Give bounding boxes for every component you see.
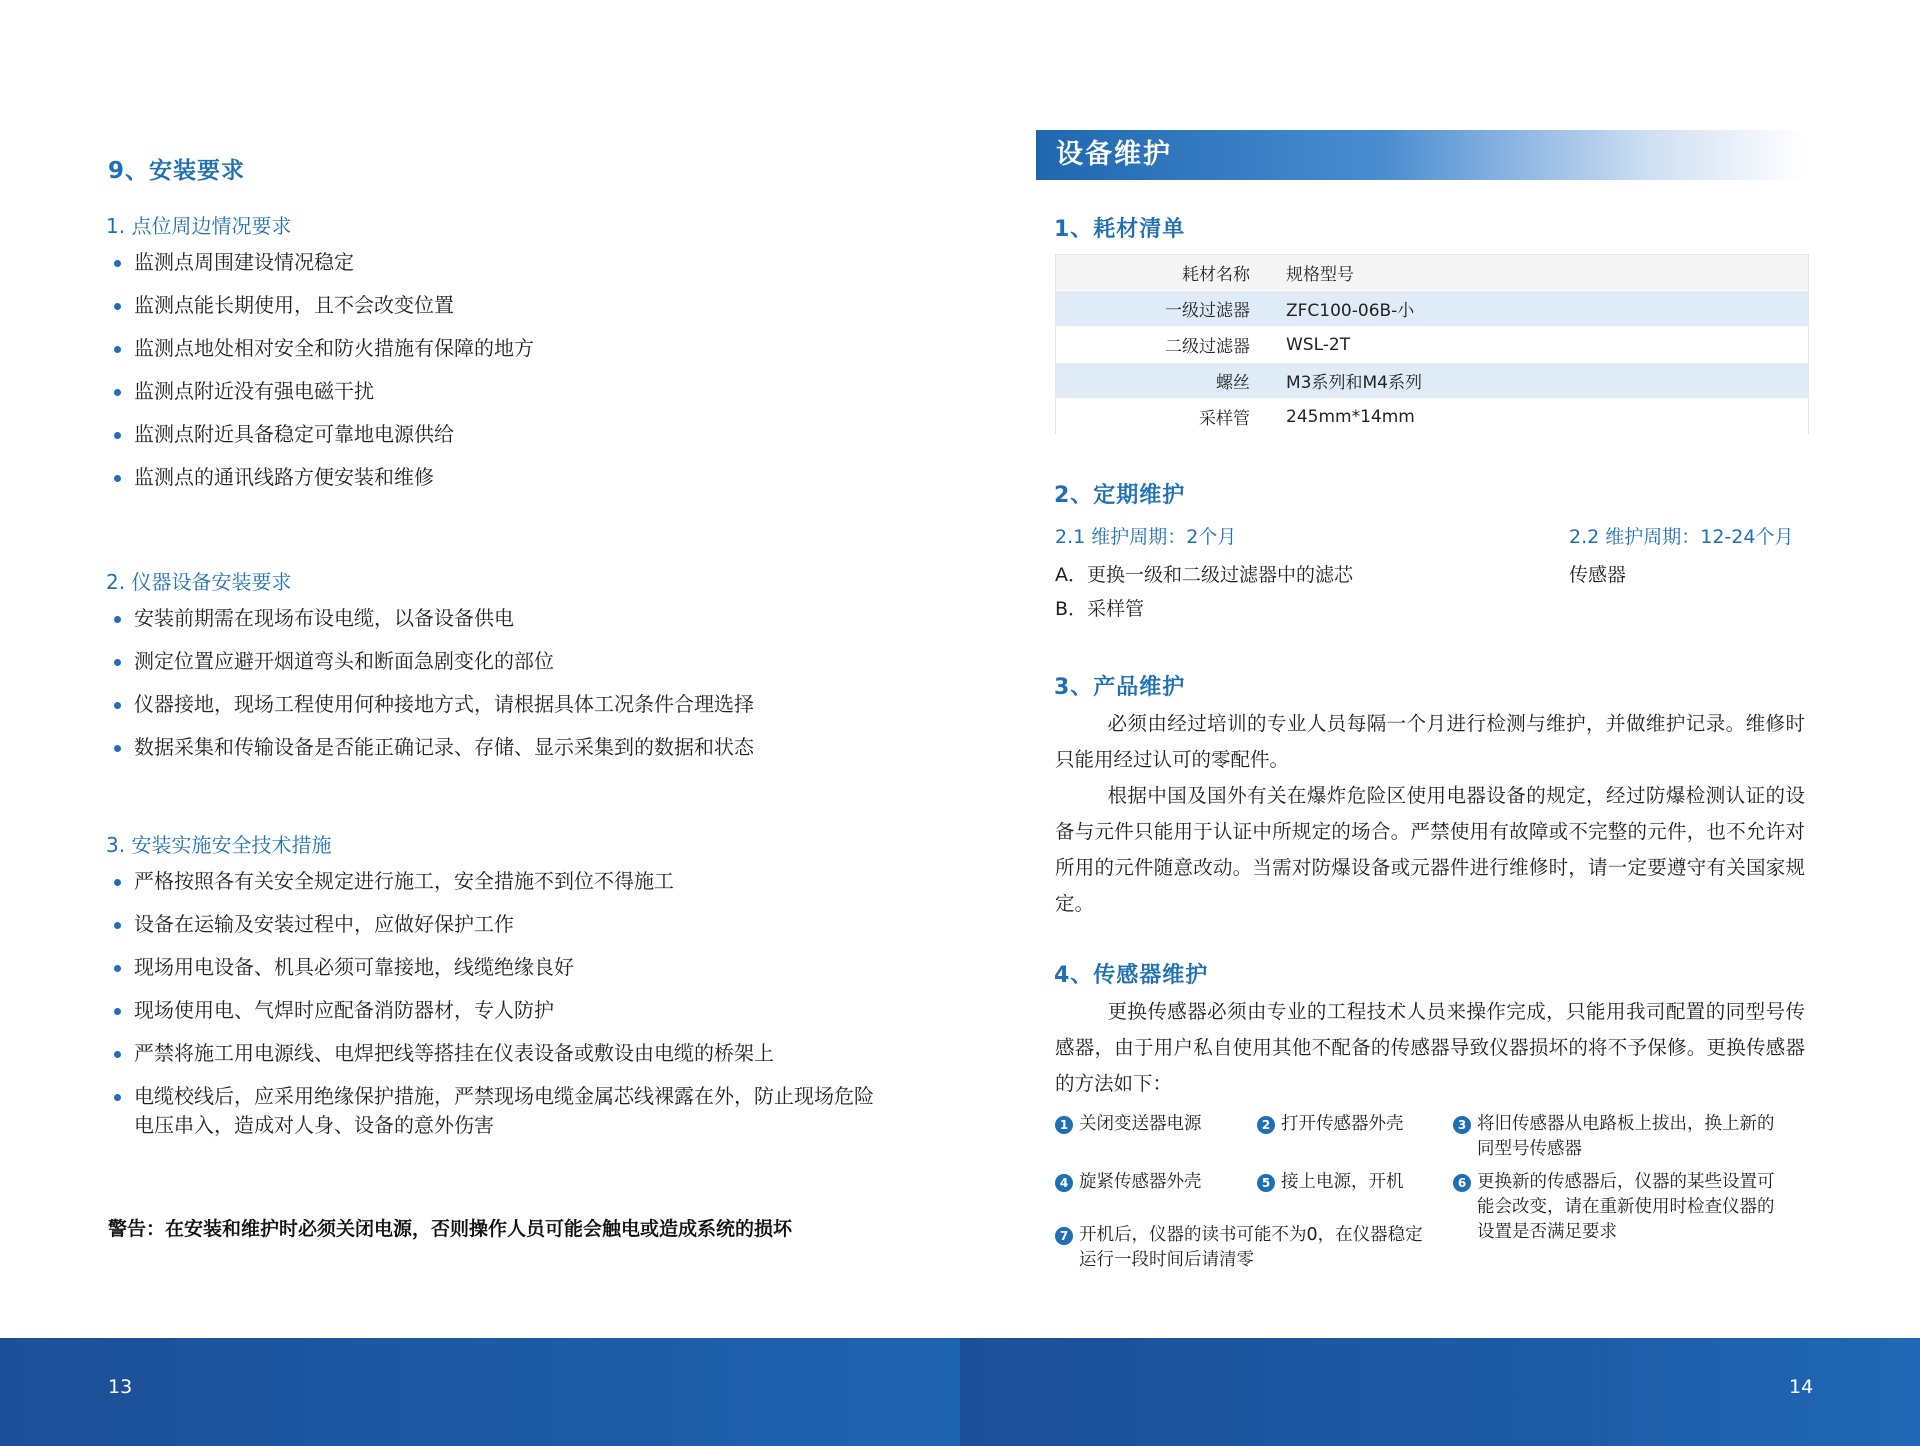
sensor-paragraph: 更换传感器必须由专业的工程技术人员来操作完成，只能用我司配置的同型号传感器，由于用户私自使用其他不配备的传感器导致仪器损坏的将不予保修。更换传感器的方法如下： (1055, 1000, 1805, 1095)
list-item: 安装前期需在现场布设电缆，以备设备供电 (106, 604, 906, 633)
step-item: 5 接上电源，开机 (1257, 1170, 1447, 1195)
step-item: 4 旋紧传感器外壳 (1055, 1170, 1245, 1195)
step-number-icon: 4 (1055, 1174, 1073, 1192)
bullet-icon (114, 879, 121, 886)
cycle1-title: 2.1 维护周期：2个月 (1055, 526, 1237, 548)
footer-right (960, 1338, 1920, 1446)
section-safety-measures (106, 831, 906, 1154)
step-number-icon: 2 (1257, 1116, 1275, 1134)
product-paragraph: 根据中国及国外有关在爆炸危险区使用电器设备的规定，经过防爆检测认证的设备与元件只能用于认证中所规定的场合。严禁使用有故障或不完整的元件，也不允许对所用的元件随意改动。当需对防爆设备或元器件进行维修时，请一定要遵守有关国家规定。 (1055, 784, 1805, 915)
section-title: 3. 安装实施安全技术措施 (106, 833, 332, 857)
list-item: 现场使用电、气焊时应配备消防器材，专人防护 (106, 996, 906, 1025)
periodic-title: 2、定期维护 (1054, 483, 1186, 508)
bullet-icon (114, 1051, 121, 1058)
table-cell: 规格型号 (1262, 255, 1809, 291)
bullet-list (106, 604, 906, 762)
step-number-icon: 5 (1257, 1174, 1275, 1192)
table-row (1056, 291, 1809, 327)
bullet-icon (114, 922, 121, 929)
bullet-icon (114, 659, 121, 666)
table-row (1056, 327, 1809, 363)
table-cell: 245mm*14mm (1262, 399, 1809, 435)
bullet-icon (114, 475, 121, 482)
bullet-icon (114, 346, 121, 353)
step-item: 7 开机后，仪器的读书可能不为0，在仪器稳定运行一段时间后请清零 (1055, 1223, 1435, 1273)
list-item: 仪器接地，现场工程使用何种接地方式，请根据具体工况条件合理选择 (106, 690, 906, 719)
bullet-icon (114, 702, 121, 709)
section-site-requirements (106, 212, 906, 506)
bullet-icon (114, 1094, 121, 1101)
consumables-title: 1、耗材清单 (1054, 217, 1186, 242)
list-item: 监测点能长期使用，且不会改变位置 (106, 291, 906, 320)
cycle1-item: B．采样管 (1055, 598, 1145, 620)
page-number: 13 (108, 1376, 133, 1398)
product-title: 3、产品维护 (1054, 675, 1186, 700)
list-item: 测定位置应避开烟道弯头和断面急剧变化的部位 (106, 647, 906, 676)
page-title: 9、安装要求 (108, 158, 246, 184)
step-number-icon: 1 (1055, 1116, 1073, 1134)
consumables-table (1055, 254, 1809, 435)
table-cell: 耗材名称 (1056, 255, 1263, 291)
bullet-icon (114, 616, 121, 623)
table-cell: M3系列和M4系列 (1262, 363, 1809, 399)
bullet-icon (114, 389, 121, 396)
step-item: 2 打开传感器外壳 (1257, 1112, 1447, 1137)
section-title: 1. 点位周边情况要求 (106, 214, 292, 238)
table-cell: ZFC100-06B-小 (1262, 291, 1809, 327)
table-cell: 螺丝 (1056, 363, 1263, 399)
table-cell: WSL-2T (1262, 327, 1809, 363)
table-cell: 一级过滤器 (1056, 291, 1263, 327)
cycle2-title: 2.2 维护周期：12-24个月 (1569, 526, 1794, 548)
warning-text: 警告：在安装和维护时必须关闭电源，否则操作人员可能会触电或造成系统的损坏 (108, 1218, 793, 1240)
bullet-icon (114, 965, 121, 972)
list-item: 严格按照各有关安全规定进行施工，安全措施不到位不得施工 (106, 867, 906, 896)
step-item: 1 关闭变送器电源 (1055, 1112, 1245, 1137)
list-item: 监测点附近没有强电磁干扰 (106, 377, 906, 406)
bullet-list (106, 867, 906, 1140)
footer-band (0, 1338, 1920, 1446)
list-item: 现场用电设备、机具必须可靠接地，线缆绝缘良好 (106, 953, 906, 982)
section-banner (1036, 130, 1806, 180)
list-item: 监测点附近具备稳定可靠地电源供给 (106, 420, 906, 449)
list-item: 设备在运输及安装过程中，应做好保护工作 (106, 910, 906, 939)
bullet-icon (114, 745, 121, 752)
table-cell: 二级过滤器 (1056, 327, 1263, 363)
list-item: 监测点地处相对安全和防火措施有保障的地方 (106, 334, 906, 363)
table-cell: 采样管 (1056, 399, 1263, 435)
list-item: 电缆校线后，应采用绝缘保护措施，严禁现场电缆金属芯线裸露在外，防止现场危险电压串入，造成对人身、设备的意外伤害 (106, 1082, 874, 1140)
step-number-icon: 6 (1453, 1174, 1471, 1192)
step-item: 6 更换新的传感器后，仪器的某些设置可能会改变，请在重新使用时检查仪器的设置是否满足要求 (1453, 1170, 1783, 1245)
list-item: 严禁将施工用电源线、电焊把线等搭挂在仪表设备或敷设由电缆的桥架上 (106, 1039, 906, 1068)
cycle2-item: 传感器 (1569, 564, 1627, 586)
step-number-icon: 7 (1055, 1227, 1073, 1245)
list-item: 数据采集和传输设备是否能正确记录、存储、显示采集到的数据和状态 (106, 733, 906, 762)
section-device-install (106, 568, 906, 776)
list-item: 监测点的通讯线路方便安装和维修 (106, 463, 906, 492)
page-number: 14 (1789, 1376, 1814, 1398)
step-item: 3 将旧传感器从电路板上拔出，换上新的同型号传感器 (1453, 1112, 1783, 1162)
list-item: 监测点周围建设情况稳定 (106, 248, 906, 277)
bullet-icon (114, 432, 121, 439)
bullet-icon (114, 303, 121, 310)
bullet-icon (114, 1008, 121, 1015)
bullet-list (106, 248, 906, 492)
table-row (1056, 255, 1809, 291)
bullet-icon (114, 260, 121, 267)
right-page (960, 0, 1920, 1446)
cycle1-item: A．更换一级和二级过滤器中的滤芯 (1055, 564, 1353, 586)
section-title: 2. 仪器设备安装要求 (106, 570, 292, 594)
step-number-icon: 3 (1453, 1116, 1471, 1134)
table-row (1056, 399, 1809, 435)
banner-title: 设备维护 (1056, 139, 1172, 170)
product-paragraph: 必须由经过培训的专业人员每隔一个月进行检测与维护，并做维护记录。维修时只能用经过认可的零配件。 (1055, 712, 1805, 771)
table-row (1056, 363, 1809, 399)
footer-left (0, 1338, 960, 1446)
sensor-title: 4、传感器维护 (1054, 963, 1209, 988)
